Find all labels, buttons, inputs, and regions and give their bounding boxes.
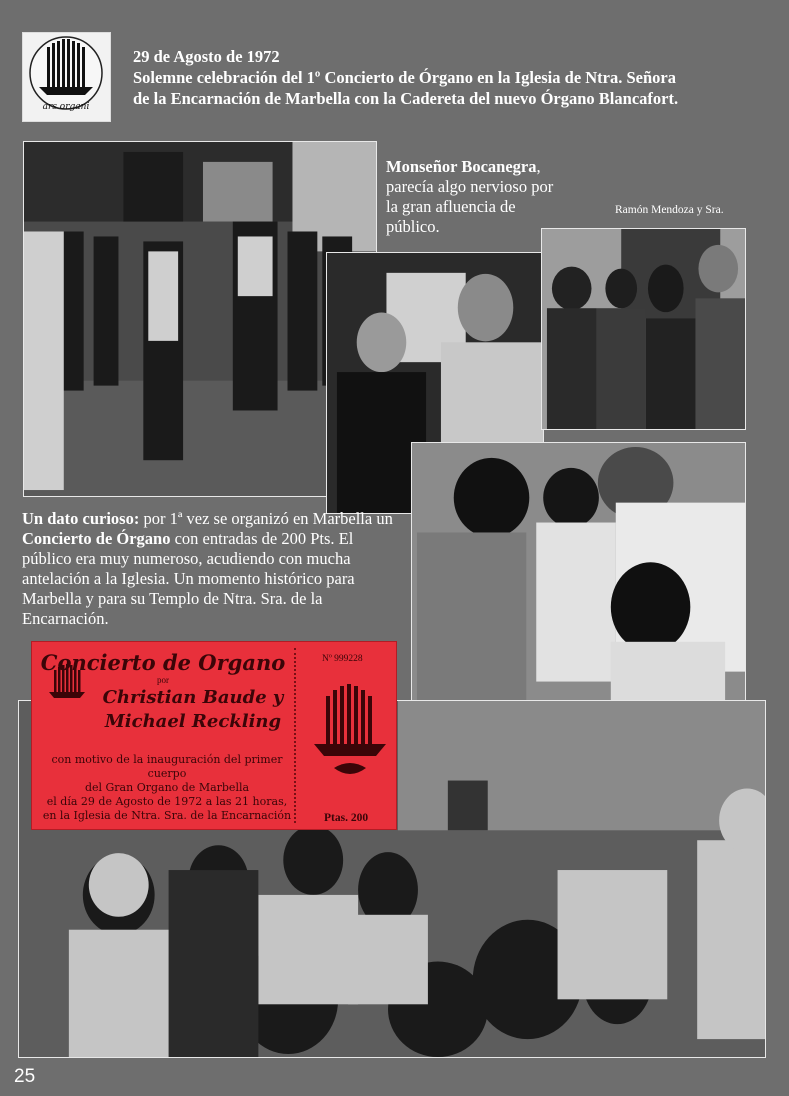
caption-monsenor-text: , parecía algo nervioso por la gran afluencia de público. xyxy=(386,157,554,236)
logo-text: ars organi xyxy=(42,102,90,112)
caption-curioso-lead: Un dato curioso: xyxy=(22,509,140,528)
caption-curioso-bold: Concierto de Órgano xyxy=(22,529,171,548)
ticket-por: por xyxy=(157,675,169,685)
ticket-perforation xyxy=(294,648,296,823)
concert-ticket xyxy=(31,641,397,830)
ticket-detail-2: del Gran Organo de Marbella xyxy=(84,781,250,794)
ticket-logo-large-icon xyxy=(304,676,396,796)
ticket-title: Concierto de Organo xyxy=(40,650,286,675)
caption-monsenor-name: Monseñor Bocanegra xyxy=(386,157,537,176)
photo-crowd-church-entrance xyxy=(23,141,377,497)
caption-dato-curioso xyxy=(22,509,402,629)
caption-monsenor xyxy=(386,157,556,237)
caption-mendoza: Ramón Mendoza y Sra. xyxy=(615,204,724,216)
photo-ramon-mendoza xyxy=(541,228,746,430)
ticket-performer-1: Christian Baude y xyxy=(102,687,284,708)
header-line-1: Solemne celebración del 1º Concierto de Órgano en la Iglesia de Ntra. Señora xyxy=(133,68,677,87)
ars-organi-logo xyxy=(22,32,111,122)
ticket-number: Nº 999228 xyxy=(322,654,363,664)
page-header xyxy=(133,46,773,109)
caption-curioso-text-a: por 1ª vez se organizó en Marbella un xyxy=(139,509,393,528)
ticket-detail-1: con motivo de la inauguración del primer cuerpo xyxy=(51,753,283,780)
ticket-detail-4: en la Iglesia de Ntra. Sra. de la Encarnación xyxy=(42,809,292,822)
ticket-price: Ptas. 200 xyxy=(324,812,369,824)
page-number: 25 xyxy=(14,1066,36,1087)
ticket-detail-3: el día 29 de Agosto de 1972 a las 21 horas, xyxy=(46,795,288,808)
ticket-performer-2: Michael Reckling xyxy=(104,711,282,732)
ticket-performers xyxy=(92,686,294,734)
ticket-details xyxy=(40,753,294,823)
caption-curioso-text-b: con entradas de 200 Pts. El público era muy numeroso, acudiendo con mucha antelación a la Iglesia. Un momento histórico para Marbella y para su Templo de Ntra. Sra. de la Encarnación. xyxy=(22,529,355,628)
header-date: 29 de Agosto de 1972 xyxy=(133,47,280,66)
header-line-2: de la Encarnación de Marbella con la Cadereta del nuevo Órgano Blancafort. xyxy=(133,89,679,108)
